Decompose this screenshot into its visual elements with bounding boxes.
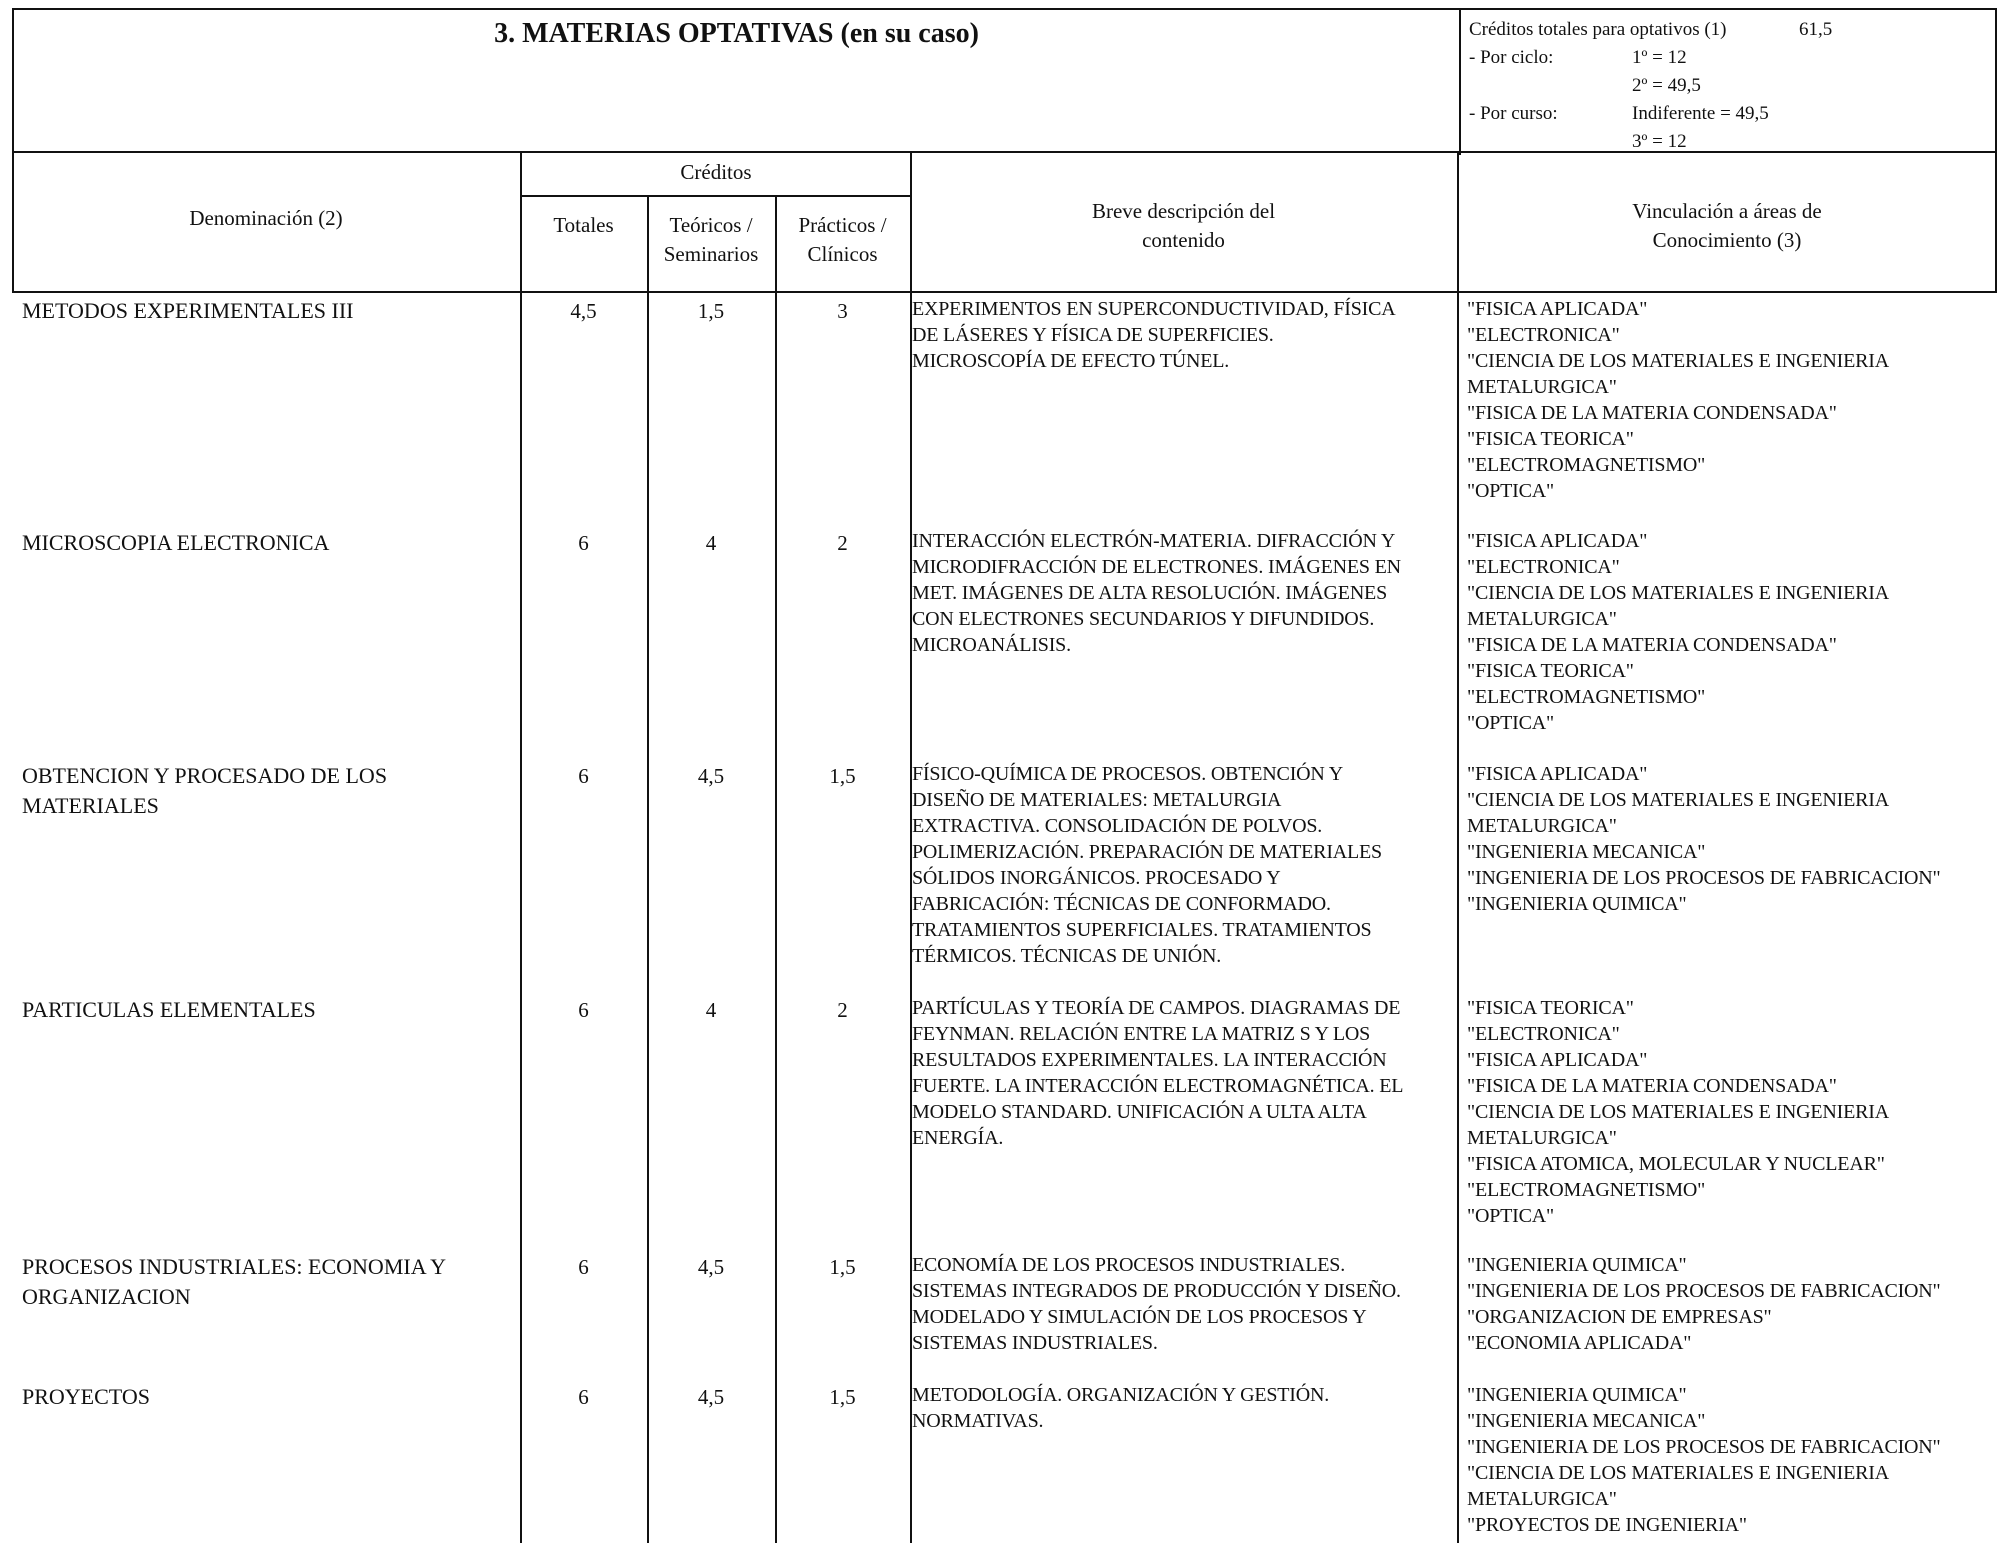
row-1-area-3: METALURGICA" [1467,608,1617,630]
row-1-area-5: "FISICA TEORICA" [1467,660,1634,682]
row-3-area-7: "ELECTROMAGNETISMO" [1467,1179,1706,1201]
row-0-area-6: "ELECTROMAGNETISMO" [1467,454,1706,476]
row-2-desc-line-0: FÍSICO-QUÍMICA DE PROCESOS. OBTENCIÓN Y [912,763,1343,785]
row-4-desc [912,1252,1447,1356]
col-header-vinculacion-line2: Conocimiento (3) [1652,228,1802,252]
row-1-desc-line-4: MICROANÁLISIS. [912,634,1071,656]
row-2-desc-line-6: TRATAMIENTOS SUPERFICIALES. TRATAMIENTOS [912,919,1372,941]
row-5-area-5: "PROYECTOS DE INGENIERIA" [1467,1514,1747,1536]
row-5-teoricos: 4,5 [697,1385,725,1409]
row-1-desc-line-2: MET. IMÁGENES DE ALTA RESOLUCIÓN. IMÁGENES [912,582,1387,604]
row-4-name [22,1252,512,1312]
row-5-desc-line-1: NORMATIVAS. [912,1410,1044,1432]
row-0-desc [912,296,1447,374]
row-5-area-4: METALURGICA" [1467,1488,1617,1510]
row-1-area-4: "FISICA DE LA MATERIA CONDENSADA" [1467,634,1837,656]
row-2-desc-line-7: TÉRMICOS. TÉCNICAS DE UNIÓN. [912,945,1222,967]
row-0-teoricos: 1,5 [697,299,725,323]
col-header-practicos [775,211,910,269]
row-3-name-line-0: PARTICULAS ELEMENTALES [22,997,316,1022]
row-4-area-3: "ECONOMIA APLICADA" [1467,1332,1692,1354]
col-header-vinculacion [1457,197,1997,255]
row-1-desc-line-3: CON ELECTRONES SECUNDARIOS Y DIFUNDIDOS. [912,608,1375,630]
row-1-area-0: "FISICA APLICADA" [1467,530,1648,552]
creditos-totales-value: 61,5 [1799,19,1833,40]
row-1-areas [1467,528,1992,736]
row-0-area-3: METALURGICA" [1467,376,1617,398]
col-header-descripcion [910,197,1457,255]
row-4-areas [1467,1252,1992,1356]
row-3-practicos: 2 [837,998,848,1022]
row-3-area-1: "ELECTRONICA" [1467,1023,1620,1045]
col-header-totales: Totales [553,213,614,237]
row-2-desc-line-1: DISEÑO DE MATERIALES: METALURGIA [912,789,1282,811]
row-2-desc-line-5: FABRICACIÓN: TÉCNICAS DE CONFORMADO. [912,893,1331,915]
row-2-desc-line-4: SÓLIDOS INORGÁNICOS. PROCESADO Y [912,867,1281,889]
row-0-areas [1467,296,1992,504]
row-3-area-2: "FISICA APLICADA" [1467,1049,1648,1071]
row-2-name [22,761,512,821]
row-5-area-2: "INGENIERIA DE LOS PROCESOS DE FABRICACION" [1467,1436,1941,1458]
col-header-practicos-line2: Clínicos [807,242,878,266]
row-1-area-2: "CIENCIA DE LOS MATERIALES E INGENIERIA [1467,582,1889,604]
row-0-area-7: "OPTICA" [1467,480,1554,502]
header-bottom-rule [12,291,1997,293]
row-2-desc [912,761,1447,969]
row-2-area-1: "CIENCIA DE LOS MATERIALES E INGENIERIA [1467,789,1889,811]
row-0-desc-line-2: MICROSCOPÍA DE EFECTO TÚNEL. [912,350,1230,372]
row-5-name [22,1382,512,1412]
col-header-creditos: Créditos [680,160,752,184]
row-0-area-2: "CIENCIA DE LOS MATERIALES E INGENIERIA [1467,350,1889,372]
row-3-area-6: "FISICA ATOMICA, MOLECULAR Y NUCLEAR" [1467,1153,1885,1175]
row-3-area-5: METALURGICA" [1467,1127,1617,1149]
row-5-desc-line-0: METODOLOGÍA. ORGANIZACIÓN Y GESTIÓN. [912,1384,1330,1406]
row-2-areas [1467,761,1992,917]
row-5-name-line-0: PROYECTOS [22,1384,150,1409]
row-4-desc-line-3: SISTEMAS INDUSTRIALES. [912,1332,1158,1354]
col-line-totales [520,151,522,1543]
row-5-areas [1467,1382,1992,1538]
row-5-area-1: "INGENIERIA MECANICA" [1467,1410,1706,1432]
row-4-desc-line-0: ECONOMÍA DE LOS PROCESOS INDUSTRIALES. [912,1254,1345,1276]
col-line-vinculacion [1457,151,1459,1543]
curso-indiferente-value: Indiferente = 49,5 [1632,103,1769,124]
row-1-name [22,528,512,558]
row-1-area-1: "ELECTRONICA" [1467,556,1620,578]
row-0-name-line-0: METODOS EXPERIMENTALES III [22,298,354,323]
row-2-area-4: "INGENIERIA DE LOS PROCESOS DE FABRICACION" [1467,867,1941,889]
col-header-practicos-line1: Prácticos / [798,213,887,237]
row-3-area-0: "FISICA TEORICA" [1467,997,1634,1019]
row-2-teoricos: 4,5 [697,764,725,788]
ciclo-1-value: 1º = 12 [1632,47,1687,68]
row-3-name [22,995,512,1025]
row-2-area-0: "FISICA APLICADA" [1467,763,1648,785]
col-line-teoricos [647,195,649,1543]
header-box [12,8,1997,153]
row-1-desc-line-1: MICRODIFRACCIÓN DE ELECTRONES. IMÁGENES EN [912,556,1401,578]
row-5-totales: 6 [578,1385,589,1409]
row-5-practicos: 1,5 [829,1385,856,1409]
por-curso-label: - Por curso: [1469,103,1558,124]
ciclo-2-value: 2º = 49,5 [1632,75,1701,96]
row-2-desc-line-2: EXTRACTIVA. CONSOLIDACIÓN DE POLVOS. [912,815,1323,837]
row-0-desc-line-0: EXPERIMENTOS EN SUPERCONDUCTIVIDAD, FÍSICA [912,298,1396,320]
row-1-name-line-0: MICROSCOPIA ELECTRONICA [22,530,330,555]
row-4-area-1: "INGENIERIA DE LOS PROCESOS DE FABRICACION" [1467,1280,1941,1302]
row-1-desc [912,528,1447,658]
row-4-name-line-0: PROCESOS INDUSTRIALES: ECONOMIA Y [22,1254,446,1279]
col-header-teoricos-line2: Seminarios [663,242,759,266]
row-0-name [22,296,512,326]
row-2-area-3: "INGENIERIA MECANICA" [1467,841,1706,863]
row-3-area-3: "FISICA DE LA MATERIA CONDENSADA" [1467,1075,1837,1097]
row-2-practicos: 1,5 [829,764,856,788]
row-2-area-5: "INGENIERIA QUIMICA" [1467,893,1687,915]
row-3-desc-line-0: PARTÍCULAS Y TEORÍA DE CAMPOS. DIAGRAMAS DE [912,997,1401,1019]
row-4-practicos: 1,5 [829,1255,856,1279]
row-1-area-7: "OPTICA" [1467,712,1554,734]
row-2-desc-line-3: POLIMERIZACIÓN. PREPARACIÓN DE MATERIALES [912,841,1382,863]
row-3-area-8: "OPTICA" [1467,1205,1554,1227]
row-0-totales: 4,5 [570,299,597,323]
row-4-area-0: "INGENIERIA QUIMICA" [1467,1254,1687,1276]
row-3-desc-line-3: FUERTE. LA INTERACCIÓN ELECTROMAGNÉTICA. EL [912,1075,1404,1097]
row-1-desc-line-0: INTERACCIÓN ELECTRÓN-MATERIA. DIFRACCIÓN Y [912,530,1396,552]
row-5-desc [912,1382,1447,1434]
row-3-desc-line-2: RESULTADOS EXPERIMENTALES. LA INTERACCIÓN [912,1049,1387,1071]
row-3-teoricos: 4 [705,998,717,1022]
row-2-name-line-0: OBTENCION Y PROCESADO DE LOS [22,763,388,788]
por-ciclo-label: - Por ciclo: [1469,47,1554,68]
row-3-desc-line-4: MODELO STANDARD. UNIFICACIÓN A ULTA ALTA [912,1101,1367,1123]
row-4-desc-line-2: MODELADO Y SIMULACIÓN DE LOS PROCESOS Y [912,1306,1367,1328]
col-header-denominacion: Denominación (2) [189,206,343,230]
row-0-practicos: 3 [837,299,848,323]
row-4-teoricos: 4,5 [697,1255,725,1279]
creditos-subheader-rule [520,195,912,197]
row-1-totales: 6 [578,531,589,555]
col-header-teoricos [647,211,775,269]
row-2-area-2: METALURGICA" [1467,815,1617,837]
row-2-totales: 6 [578,764,589,788]
row-3-area-4: "CIENCIA DE LOS MATERIALES E INGENIERIA [1467,1101,1889,1123]
row-4-area-2: "ORGANIZACION DE EMPRESAS" [1467,1306,1772,1328]
row-3-desc-line-1: FEYNMAN. RELACIÓN ENTRE LA MATRIZ S Y LOS [912,1023,1371,1045]
col-header-teoricos-line1: Teóricos / [669,213,753,237]
row-3-desc [912,995,1447,1151]
row-3-areas [1467,995,1992,1229]
curso-3-value: 3º = 12 [1632,131,1687,152]
row-5-area-3: "CIENCIA DE LOS MATERIALES E INGENIERIA [1467,1462,1889,1484]
row-4-name-line-1: ORGANIZACION [22,1284,191,1309]
row-4-totales: 6 [578,1255,589,1279]
row-2-name-line-1: MATERIALES [22,793,159,818]
col-header-descripcion-line2: contenido [1142,228,1225,252]
row-0-area-5: "FISICA TEORICA" [1467,428,1634,450]
creditos-totales-label: Créditos totales para optativos (1) [1469,19,1727,40]
row-1-teoricos: 4 [705,531,717,555]
row-1-practicos: 2 [837,531,848,555]
document-page [12,8,1997,1543]
col-header-vinculacion-line1: Vinculación a áreas de [1632,199,1822,223]
row-3-totales: 6 [578,998,589,1022]
row-0-area-1: "ELECTRONICA" [1467,324,1620,346]
row-0-area-4: "FISICA DE LA MATERIA CONDENSADA" [1467,402,1837,424]
col-line-practicos [775,195,777,1543]
row-1-area-6: "ELECTROMAGNETISMO" [1467,686,1706,708]
row-0-desc-line-1: DE LÁSERES Y FÍSICA DE SUPERFICIES. [912,324,1274,346]
row-3-desc-line-5: ENERGÍA. [912,1127,1004,1149]
row-4-desc-line-1: SISTEMAS INTEGRADOS DE PRODUCCIÓN Y DISEÑO. [912,1280,1401,1302]
col-header-descripcion-line1: Breve descripción del [1091,199,1276,223]
row-5-area-0: "INGENIERIA QUIMICA" [1467,1384,1687,1406]
header-divider [1459,10,1461,155]
row-0-area-0: "FISICA APLICADA" [1467,298,1648,320]
credits-summary [1469,16,1989,156]
page-title: 3. MATERIAS OPTATIVAS (en su caso) [494,18,979,49]
